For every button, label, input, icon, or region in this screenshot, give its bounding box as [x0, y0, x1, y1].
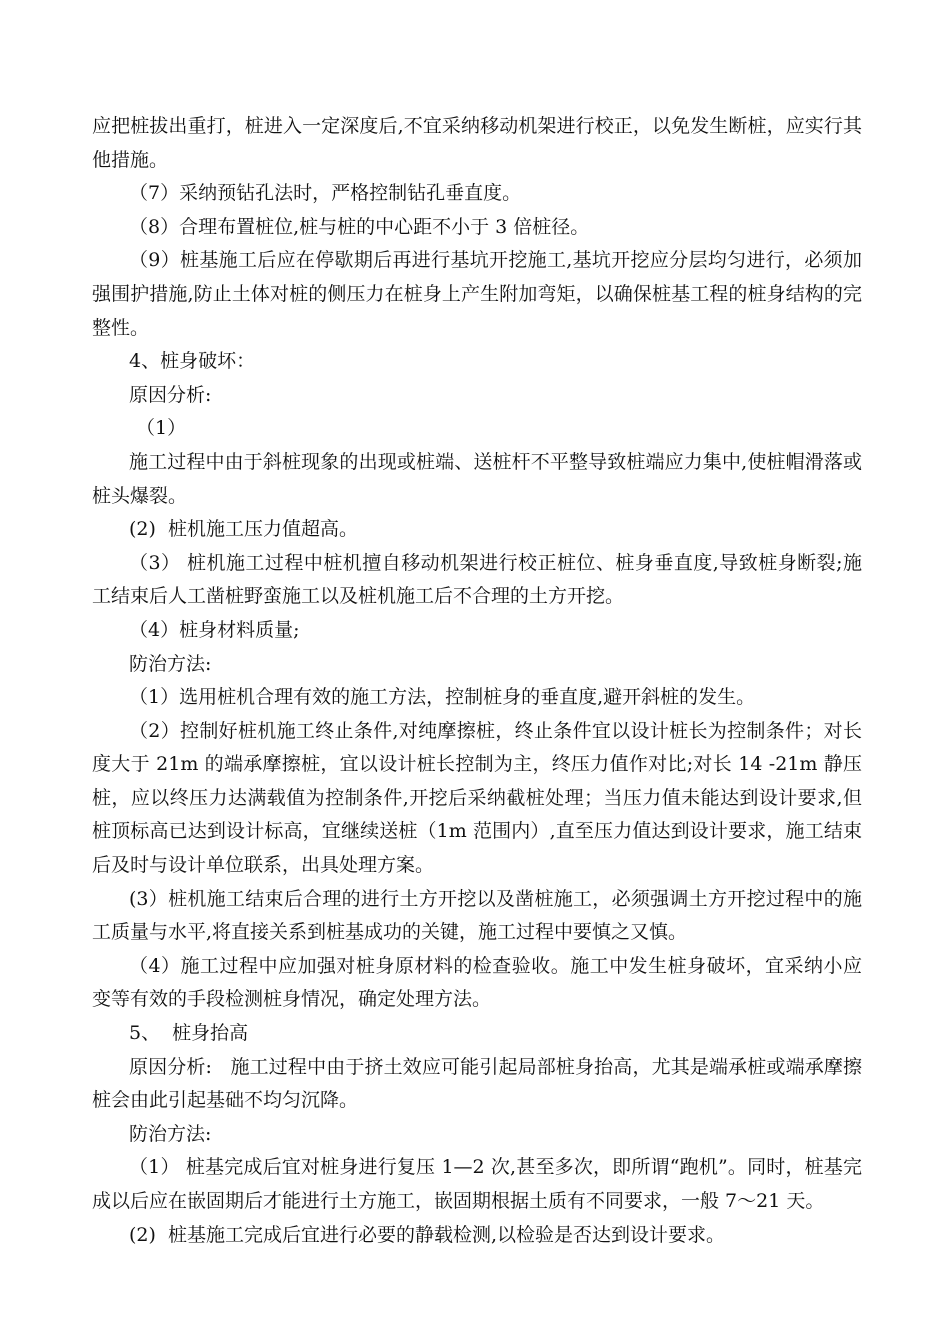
prevention-method-label: 防治方法: [129, 652, 212, 675]
paragraph-2: （7）采纳预钻孔法时，严格控制钻孔垂直度。 [129, 182, 522, 205]
paragraph-1: 应把桩拔出重打，桩进入一定深度后,不宜采纳移动机架进行校正，以免发生断桩，应实行其他措施。 [92, 115, 862, 171]
paragraph-15: (3）桩机施工结束后合理的进行土方开挖以及凿桩施工，必须强调土方开挖过程中的施工质量与水平,将直接关系到桩基成功的关键，施工过程中要慎之又慎。 [92, 887, 862, 944]
paragraph-9: (2) 桩机施工压力值超高。 [129, 518, 358, 541]
paragraph-18: 原因分析: 施工过程中由于挤土效应可能引起局部桩身抬高，尤其是端承桩或端承摩擦桩会由此引起基础不均匀沉降。 [92, 1055, 862, 1112]
paragraph-8: 施工过程中由于斜桩现象的出现或桩端、送桩杆不平整导致桩端应力集中,使桩帽滑落或桩头爆裂。 [92, 450, 862, 507]
prevention-method-label-2: 防治方法: [129, 1122, 212, 1145]
document-body [92, 110, 862, 1252]
paragraph-20: （1） 桩基完成后宜对桩身进行复压 1—2 次,甚至多次，即所谓“跑机”。同时，桩基完成以后应在嵌固期后才能进行土方施工，嵌固期根据土质有不同要求，一般 7～21 天。 [92, 1156, 862, 1212]
paragraph-10: （3） 桩机施工过程中桩机擅自移动机架进行校正桩位、桩身垂直度,导致桩身断裂;施工结束后人工凿桩野蛮施工以及桩机施工后不合理的土方开挖。 [92, 551, 862, 608]
cause-analysis-label: 原因分析: [129, 383, 212, 406]
paragraph-14: （2）控制好桩机施工终止条件,对纯摩擦桩，终止条件宜以设计桩长为控制条件；对长度大于 21m 的端承摩擦桩，宜以设计桩长控制为主，终压力值作对比;对长 14 -21m 静压桩，应以终压力达满载值为控制条件,开挖后采纳截桩处理；当压力值未能达到设计要求,但桩顶标高已达到设计标高，宜继续送桩（1m 范围内）,直至压力值达到设计要求，施工结束后及时与设计单位联系，出具处理方案。 [92, 719, 862, 877]
paragraph-item-1-marker: （1） [136, 417, 187, 440]
paragraph-11: （4）桩身材料质量; [129, 618, 300, 641]
paragraph-4: （9）桩基施工后应在停歇期后再进行基坑开挖施工,基坑开挖应分层均匀进行，必须加强围护措施,防止土体对桩的侧压力在桩身上产生附加弯矩，以确保桩基工程的桩身结构的完整性。 [92, 249, 862, 339]
paragraph-3: （8）合理布置桩位,桩与桩的中心距不小于 3 倍桩径。 [129, 215, 590, 238]
paragraph-13: （1）选用桩机合理有效的施工方法，控制桩身的垂直度,避开斜桩的发生。 [129, 686, 756, 709]
section-heading-5: 5、 桩身抬高 [129, 1022, 249, 1045]
paragraph-21: (2) 桩基施工完成后宜进行必要的静载检测,以检验是否达到设计要求。 [129, 1223, 726, 1246]
section-heading-4: 4、桩身破坏： [129, 350, 256, 373]
paragraph-16: （4）施工过程中应加强对桩身原材料的检查验收。施工中发生桩身破坏，宜采纳小应变等有效的手段检测桩身情况，确定处理方法。 [92, 954, 862, 1011]
